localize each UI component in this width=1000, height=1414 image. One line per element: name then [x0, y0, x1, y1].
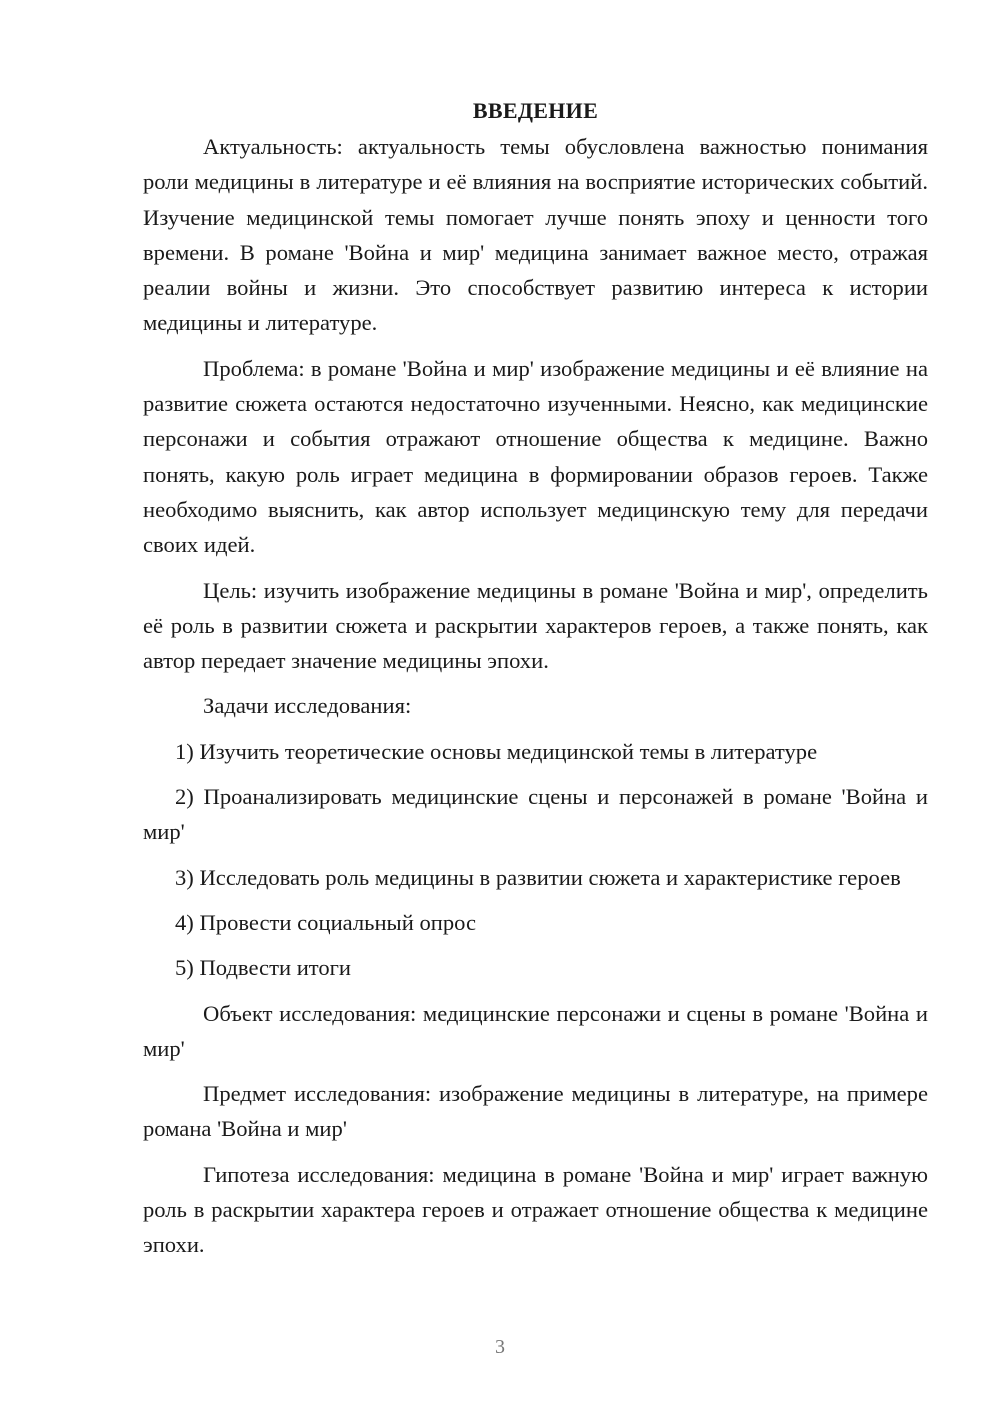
- list-item: 2) Проанализировать медицинские сцены и персонажей в романе 'Война и мир': [143, 784, 928, 845]
- tasks-list: [143, 734, 928, 986]
- list-item: 3) Исследовать роль медицины в развитии сюжета и характеристике героев: [175, 864, 901, 890]
- list-item: 4) Провести социальный опрос: [175, 909, 477, 935]
- section-heading: ВВЕДЕНИЕ: [472, 98, 599, 123]
- paragraph-problem: Проблема: в романе 'Война и мир' изображение медицины и её влияние на развитие сюжета остаются недостаточно изученными. Неясно, как медицинские персонажи и события отражают отношение общества к медицине. Важно понять, какую роль играет медицина в формировании образов героев. Также необходимо выяснить, как автор использует медицинскую тему для передачи своих идей.: [143, 355, 928, 558]
- paragraph-goal: Цель: изучить изображение медицины в романе 'Война и мир', определить её роль в развитии сюжета и раскрытии характеров героев, а также понять, как автор передает значение медицины эпохи.: [143, 577, 928, 674]
- paragraph-hypothesis: Гипотеза исследования: медицина в романе 'Война и мир' играет важную роль в раскрытии характера героев и отражает отношение общества к медицине эпохи.: [143, 1161, 928, 1258]
- list-item: 5) Подвести итоги: [175, 955, 352, 981]
- document-page: [143, 93, 928, 1263]
- tasks-title: Задачи исследования:: [203, 693, 412, 719]
- list-item: 1) Изучить теоретические основы медицинской темы в литературе: [175, 738, 818, 764]
- paragraph-object: Объект исследования: медицинские персонажи и сцены в романе 'Война и мир': [143, 1000, 928, 1061]
- page-number: 3: [495, 1336, 505, 1358]
- paragraph-subject: Предмет исследования: изображение медицины в литературе, на примере романа 'Война и мир': [143, 1081, 928, 1142]
- paragraph-relevance: Актуальность: актуальность темы обусловлена важностью понимания роли медицины в литературе и её влияния на восприятие исторических событий. Изучение медицинской темы помогает лучше понять эпоху и ценности того времени. В романе 'Война и мир' медицина занимает важное место, отражая реалии войны и жизни. Это способствует развитию интереса к истории медицины и литературе.: [143, 134, 928, 336]
